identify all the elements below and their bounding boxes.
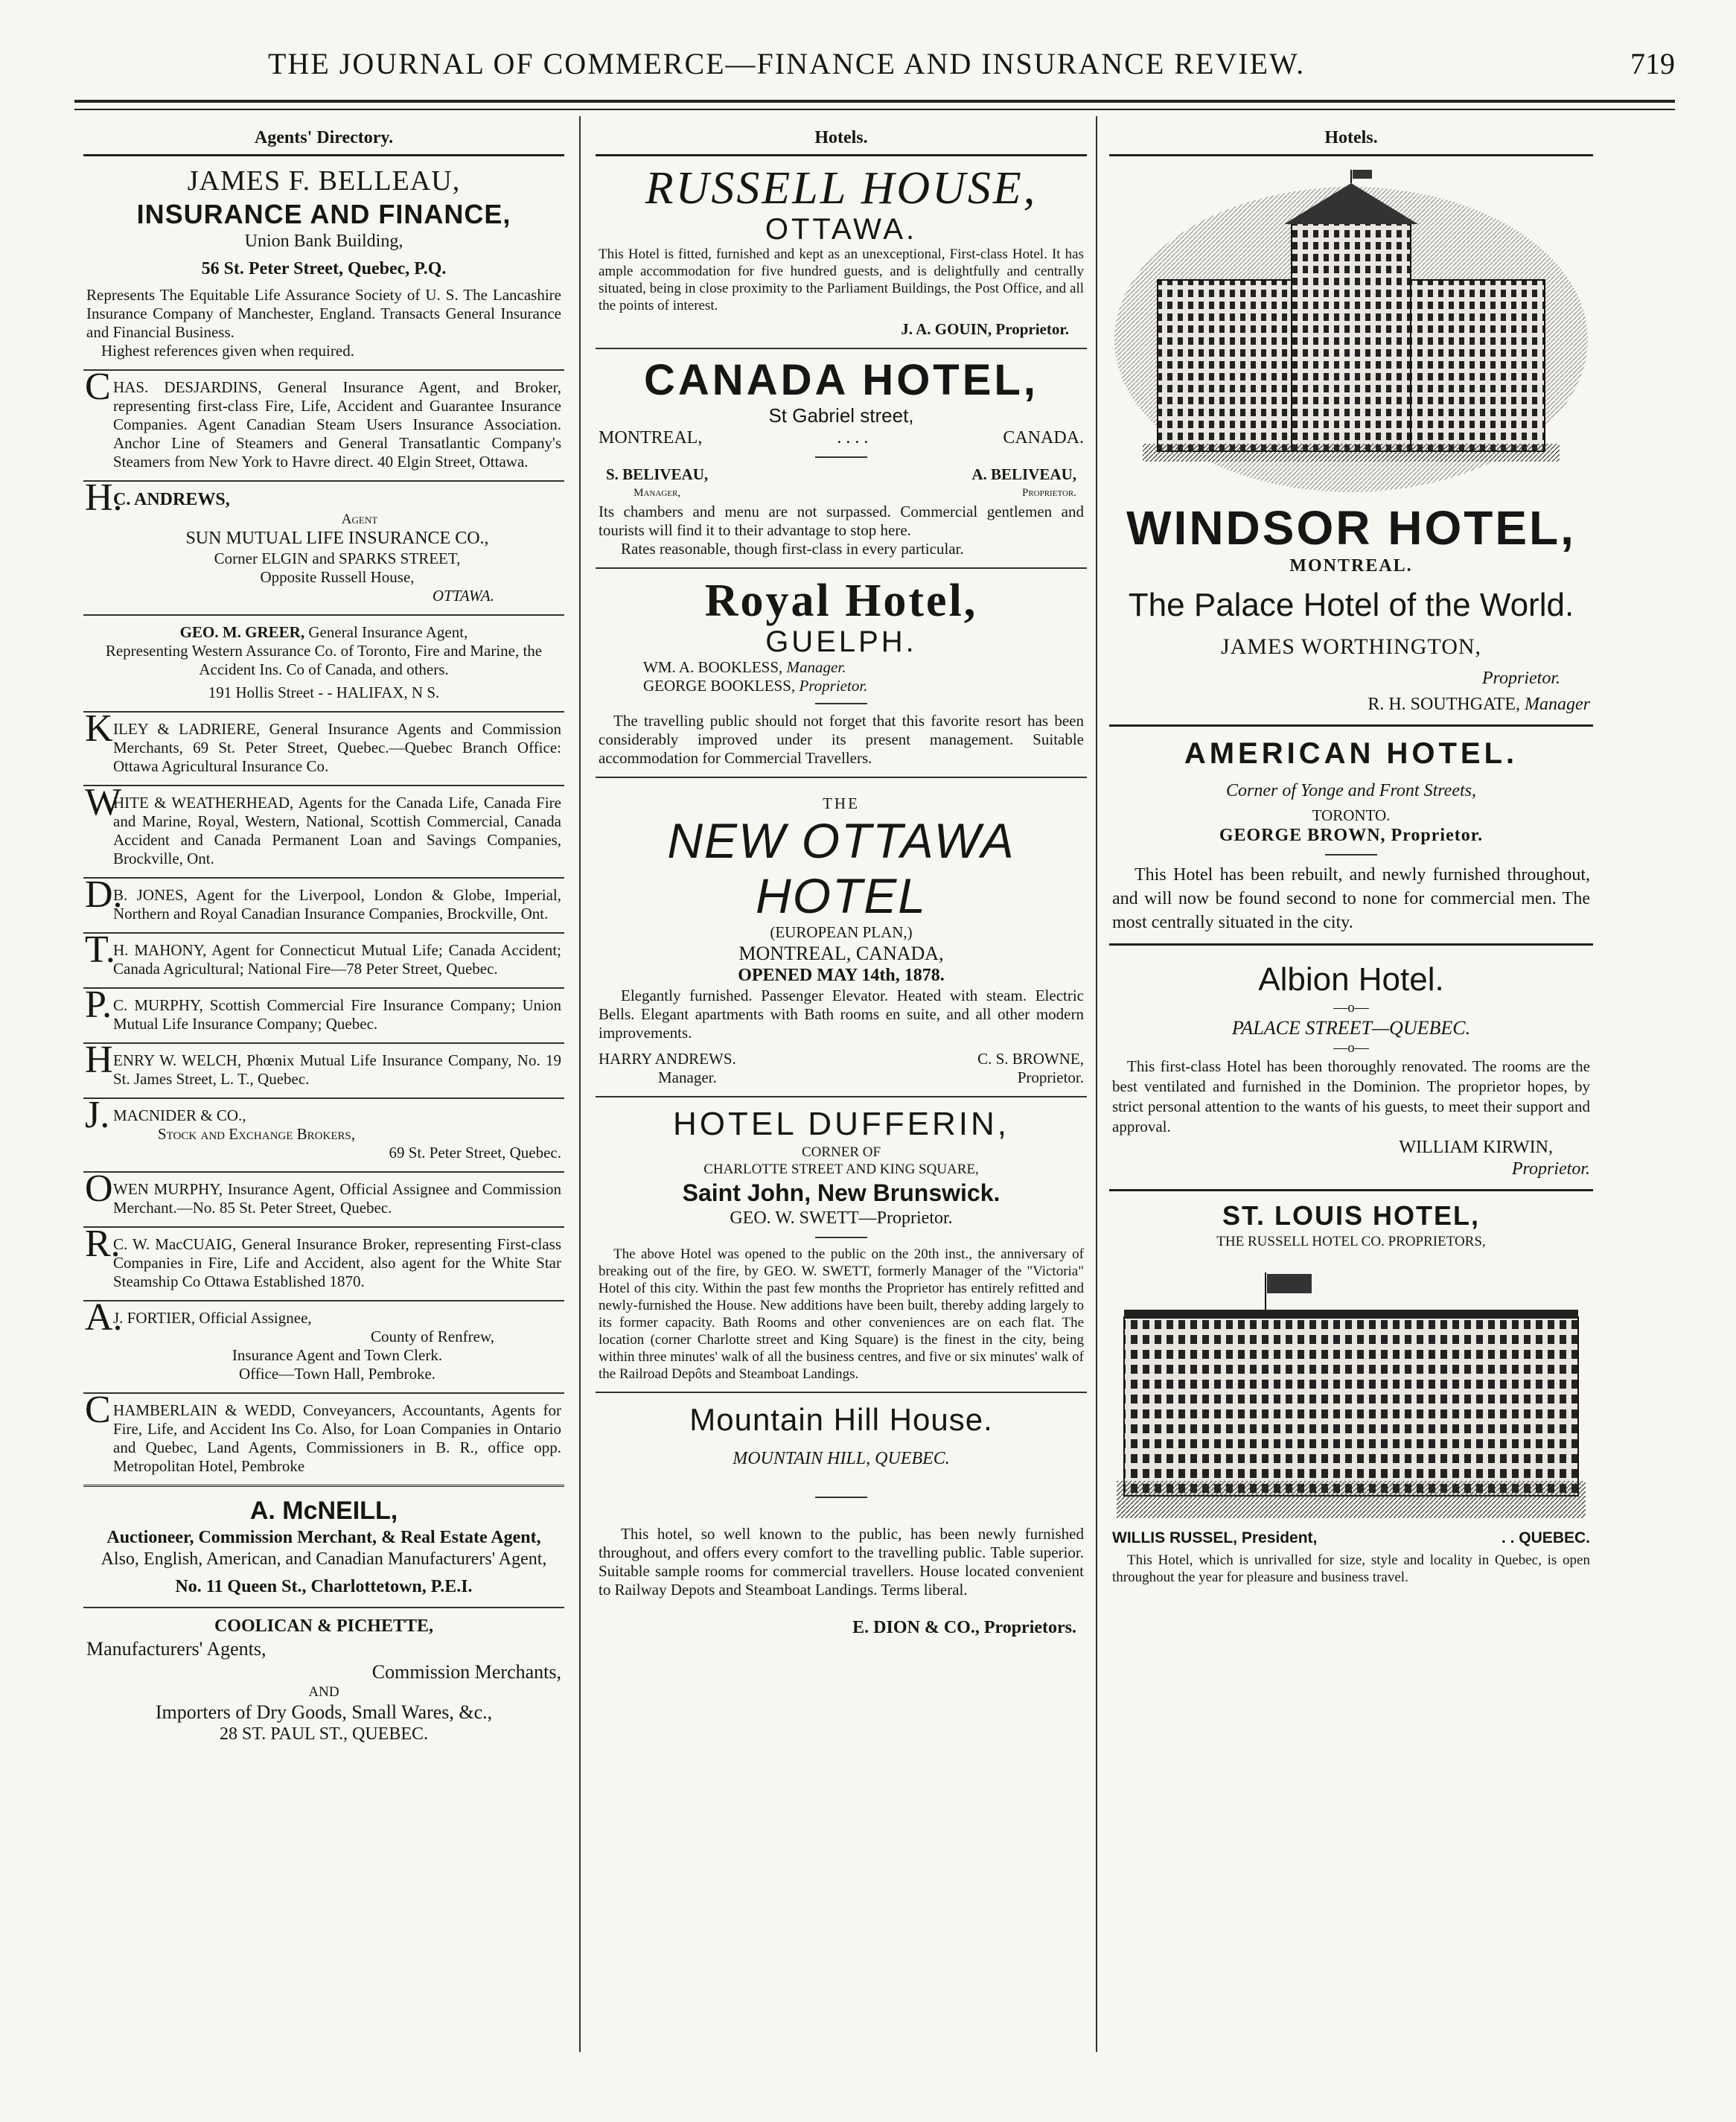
divider — [815, 456, 867, 458]
ad-mcneill — [83, 1485, 564, 1607]
hotel-text: Its chambers and menu are not surpassed. Commercial gentlemen and tourists will find it to their advantage to stop here. — [599, 503, 1084, 539]
ad-company: SUN MUTUAL LIFE INSURANCE CO., — [185, 529, 489, 548]
ad-text: HAMBERLAIN & WEDD, Conveyancers, Accountants, Agents for Fire, Life, and Accident Ins Co. Also, for Loan Companies in Ontario and Quebec, Land Agents, Commissioners in B. R., office opp. Metropolitan Hotel, Pembroke — [113, 1401, 561, 1475]
drop-initial: H — [85, 1039, 113, 1081]
page-header — [74, 46, 1675, 98]
manager-name: S. BELIVEAU, — [606, 465, 709, 483]
ornament: —o— — [1333, 1040, 1369, 1056]
journal-title: THE JOURNAL OF COMMERCE—FINANCE AND INSURANCE REVIEW. — [268, 47, 1306, 80]
owner-role: Proprietor. — [1481, 669, 1560, 688]
hotel-streets: CHARLOTTE STREET AND KING SQUARE, — [703, 1162, 979, 1177]
hotel-city: OTTAWA. — [765, 213, 918, 246]
divider — [815, 1497, 867, 1498]
ad-role: Manufacturers' Agents, — [86, 1638, 267, 1660]
drop-initial: O — [85, 1167, 113, 1210]
drop-initial: J. — [85, 1094, 110, 1136]
ad-role: Commission Merchants, — [371, 1661, 561, 1683]
ad-american-hotel — [1109, 724, 1593, 943]
ad-canada-hotel — [596, 348, 1087, 567]
ad-st-louis-hotel — [1109, 1189, 1593, 1595]
divider — [815, 703, 867, 704]
ad-text: H. MAHONY, Agent for Connecticut Mutual Life; Canada Accident; Canada Agricultural; National Fire—78 Peter Street, Quebec. — [113, 941, 561, 978]
ad-hotel-dufferin — [596, 1096, 1087, 1392]
ad-text: Represents The Equitable Life Assurance Society of U. S. The Lancashire Insurance Company of Manchester, England. Transacts General Insurance and Financial Business. — [86, 286, 561, 341]
hotel-proprietor: E. DION & CO., Proprietors. — [852, 1618, 1076, 1637]
ad-andrews — [83, 477, 564, 614]
hotel-text: This first-class Hotel has been thoroughly renovated. The rooms are the best ventilated and furnished in the Dominion. The proprietor hopes, by strict personal attention to the wants of his guests, to meet their support and approval. — [1112, 1057, 1590, 1135]
hotel-name: Albion Hotel. — [1258, 961, 1444, 998]
ad-trade: INSURANCE AND FINANCE, — [136, 199, 511, 229]
drop-initial: R. — [85, 1223, 121, 1265]
hotel-name: CANADA HOTEL, — [644, 356, 1038, 404]
hotel-name: Mountain Hill House. — [689, 1402, 993, 1437]
ad-address: 28 ST. PAUL ST., QUEBEC. — [219, 1724, 429, 1744]
drop-initial: T. — [85, 928, 115, 971]
ad-role: Auctioneer, Commission Merchant, & Real Estate Agent, — [106, 1528, 541, 1547]
ad-line: County of Renfrew, — [370, 1328, 494, 1345]
ad-white-weatherhead — [83, 781, 564, 877]
ad-name: A. McNEILL, — [249, 1497, 398, 1525]
hotels-column-right — [1109, 125, 1593, 1595]
ad-text: Representing Western Assurance Co. of Toronto, Fire and Marine, the Accident Ins. Co of Canada, and others. — [105, 642, 543, 678]
hotel-corner: Corner of Yonge and Front Streets, — [1225, 781, 1476, 800]
ad-coolican — [83, 1607, 564, 1754]
divider — [1325, 854, 1377, 856]
ad-mahony — [83, 928, 564, 987]
ad-building: Union Bank Building, — [244, 232, 403, 251]
hotel-the: THE — [823, 794, 860, 812]
hotel-proprietor: J. A. GOUIN, Proprietor. — [901, 320, 1069, 338]
ad-kiley — [83, 707, 564, 785]
hotel-text: This Hotel is fitted, furnished and kept as an unexceptional, First-class Hotel. It has ample accommodation for five hundred guests, and is delightfully and centrally situated, being in close proximity to the Parliament Buildings, the Post Office, and all the points of interest. — [599, 246, 1084, 313]
ad-also: Also, English, American, and Canadian Manufacturers' Agent, — [100, 1549, 547, 1569]
drop-initial: P. — [85, 984, 112, 1026]
ad-murphy — [83, 984, 564, 1042]
manager-role: Manager. — [786, 658, 846, 676]
ad-albion-hotel — [1109, 943, 1593, 1189]
ad-name: JAMES F. BELLEAU, — [187, 165, 461, 197]
ad-line: Office—Town Hall, Pembroke. — [238, 1365, 436, 1383]
ornament: —o— — [1333, 1000, 1369, 1016]
hotel-city: Saint John, New Brunswick. — [682, 1179, 1001, 1206]
ad-text: ILEY & LADRIERE, General Insurance Agents and Commission Merchants, 69 St. Peter Street, Quebec.—Quebec Branch Office: Ottawa Agricultural Insurance Co. — [113, 720, 561, 775]
section-heading: Hotels. — [1324, 128, 1378, 147]
ad-name: COOLICAN & PICHETTE, — [214, 1616, 434, 1636]
hotel-country: CANADA. — [1003, 428, 1084, 447]
ad-windsor-hotel — [1109, 154, 1593, 724]
hotel-corner: CORNER OF — [801, 1144, 881, 1160]
hotels-column-middle — [596, 125, 1087, 1648]
ad-address: 191 Hollis Street - - HALIFAX, N S. — [208, 684, 440, 701]
ad-welch — [83, 1039, 564, 1097]
column-divider — [579, 116, 581, 2052]
hotel-name: RUSSELL HOUSE, — [645, 163, 1038, 214]
hotel-name: HOTEL DUFFERIN, — [673, 1106, 1009, 1142]
ad-desjardins — [83, 366, 564, 480]
ad-macnider — [83, 1094, 564, 1171]
divider — [815, 1237, 867, 1238]
st-louis-hotel-engraving — [1117, 1272, 1586, 1518]
manager-name: R. H. SOUTHGATE, — [1368, 695, 1521, 714]
agents-directory-column — [83, 125, 564, 1754]
president-name: WILLIS RUSSEL, President, — [1112, 1529, 1318, 1546]
hotel-name: WINDSOR HOTEL, — [1126, 501, 1576, 555]
owner-role: Proprietor. — [1511, 1159, 1590, 1179]
ad-chamberlain — [83, 1389, 564, 1485]
hotel-opened: OPENED MAY 14th, 1878. — [738, 966, 945, 985]
ad-role: Importers of Dry Goods, Small Wares, &c., — [155, 1701, 493, 1723]
ad-text: C. W. MacCUAIG, General Insurance Broker, representing First-class Companies in Fire, Life and Accident, also agent for the White Star Steamship Co Ottawa Established 1870. — [113, 1235, 561, 1290]
hotel-rates: Rates reasonable, though first-class in every particular. — [621, 540, 964, 558]
section-heading: Agents' Directory. — [254, 128, 394, 147]
column-divider — [1096, 116, 1097, 2052]
ad-references: Highest references given when required. — [101, 342, 354, 360]
proprietor-role: Proprietor. — [1017, 1068, 1084, 1086]
drop-initial: D. — [85, 873, 123, 916]
hotel-text: This Hotel has been rebuilt, and newly furnished throughout, and will now be found second to none for commercial men. The most centrally situated in the city. — [1112, 865, 1590, 932]
hotel-text: This hotel, so well known to the public, has been newly furnished throughout, and offers every comfort to the travelling public. Table superior. Suitable sample rooms for commercial travellers. House located convenient to Railway Depots and Steamboat Landings. Terms liberal. — [599, 1525, 1084, 1599]
ad-text: ENRY W. WELCH, Phœnix Mutual Life Insurance Company, No. 19 St. James Street, L. T., Quebec. — [113, 1051, 561, 1088]
ad-role: Agent — [341, 512, 378, 527]
hotel-name: Royal Hotel, — [704, 576, 978, 626]
hotel-text: The above Hotel was opened to the public on the 20th inst., the anniversary of breaking out of the fire, by GEO. W. SWETT, formerly Manager of the "Victoria" Hotel of this city. Within the past few months the Proprietor has entirely refitted and newly-furnished the House. New additions have been built, thereby adding largely to its former capacity. Bath Rooms and other conveniences are on each flat. The location (corner Charlotte street and King Square) is the finest in the city, being within three minutes' walk of all the business centres, and five or six minutes' walk of the Railroad Depôts and Steamboat Landings. — [599, 1246, 1084, 1382]
ad-belleau — [83, 154, 564, 369]
ad-line: Insurance Agent and Town Clerk. — [232, 1346, 443, 1364]
ad-role: Stock and Exchange Brokers, — [158, 1125, 356, 1143]
drop-initial: A. — [85, 1296, 123, 1339]
hotel-owners: THE RUSSELL HOTEL CO. PROPRIETORS, — [1216, 1234, 1486, 1249]
ad-text: WEN MURPHY, Insurance Agent, Official Assignee and Commission Merchant.—No. 85 St. Peter Street, Quebec. — [113, 1180, 561, 1217]
ad-royal-hotel — [596, 567, 1087, 777]
ad-maccuaig — [83, 1223, 564, 1300]
drop-initial: H. — [85, 477, 123, 519]
ad-address: No. 11 Queen St., Charlottetown, P.E.I. — [175, 1577, 473, 1596]
manager-role: Manager. — [658, 1068, 717, 1086]
drop-initial: W — [85, 781, 122, 823]
proprietor-name: A. BELIVEAU, — [971, 465, 1076, 483]
hotel-city: MONTREAL, CANADA, — [738, 943, 944, 964]
ad-role: General Insurance Agent, — [308, 623, 468, 641]
hotel-place: MOUNTAIN HILL, QUEBEC. — [733, 1449, 950, 1468]
page-number: 719 — [1630, 47, 1675, 80]
ad-owen-murphy — [83, 1167, 564, 1226]
hotel-plan: (EUROPEAN PLAN,) — [770, 923, 913, 941]
hotel-city: MONTREAL. — [1289, 556, 1413, 576]
drop-initial: C — [85, 366, 111, 408]
proprietor-name: C. S. BROWNE, — [977, 1050, 1084, 1068]
ad-russell-house — [596, 154, 1087, 348]
header-rule — [74, 100, 1675, 103]
ad-opposite: Opposite Russell House, — [260, 568, 415, 586]
ad-city: OTTAWA. — [432, 587, 494, 605]
ad-text: B. JONES, Agent for the Liverpool, London & Globe, Imperial, Northern and Royal Canadian Insurance Companies, Brockville, Ont. — [113, 886, 561, 923]
ad-greer — [83, 614, 564, 711]
ad-text: C. MURPHY, Scottish Commercial Fire Insurance Company; Union Mutual Life Insurance Company; Quebec. — [113, 996, 561, 1033]
manager-name: WM. A. BOOKLESS, — [643, 658, 783, 676]
hotel-city: . . QUEBEC. — [1501, 1529, 1590, 1546]
hotel-city: GUELPH. — [765, 625, 917, 658]
ad-text: HITE & WEATHERHEAD, Agents for the Canada Life, Canada Fire and Marine, Royal, Western, National, Scottish Commercial, Canada Accident and Canada Permanent Loan and Savings Companies, Brockville, Ont. — [113, 794, 561, 867]
hotel-street: PALACE STREET—QUEBEC. — [1231, 1017, 1471, 1039]
proprietor-role: Proprietor. — [1021, 487, 1076, 499]
ad-jones — [83, 873, 564, 932]
ad-name: C. ANDREWS, — [113, 490, 230, 509]
ad-name: GEO. M. GREER, — [179, 623, 305, 641]
section-heading: Hotels. — [814, 128, 868, 147]
owner-name: JAMES WORTHINGTON, — [1220, 634, 1482, 659]
drop-initial: K — [85, 707, 113, 750]
ad-name: MACNIDER & CO., — [113, 1106, 246, 1124]
ad-corner: Corner ELGIN and SPARKS STREET, — [214, 549, 461, 567]
dots: . . . . — [837, 428, 869, 447]
header-rule-thin — [74, 109, 1675, 110]
ad-and: AND — [308, 1684, 339, 1700]
manager-role: Manager, — [634, 487, 681, 499]
hotel-name: ST. LOUIS HOTEL, — [1222, 1200, 1480, 1231]
ad-address: 69 St. Peter Street, Quebec. — [389, 1144, 561, 1162]
hotel-name: AMERICAN HOTEL. — [1184, 737, 1519, 770]
ad-text: HAS. DESJARDINS, General Insurance Agent, and Broker, representing first-class Fire, Life, Accident and Guarantee Insurance Companies. Agent Canadian Steam Users Insurance Association. Anchor Line of Steamers and General Transatlantic Company's Steamers from New York to Havre direct. 40 Elgin Street, Ottawa. — [113, 378, 561, 471]
manager-role: Manager — [1525, 695, 1590, 714]
ad-new-ottawa-hotel — [596, 777, 1087, 1096]
hotel-name: NEW OTTAWA HOTEL — [667, 813, 1015, 923]
hotel-street: St Gabriel street, — [768, 404, 914, 427]
proprietor-name: GEORGE BOOKLESS, — [643, 677, 796, 695]
hotel-text: This Hotel, which is unrivalled for size, style and locality in Quebec, is open throughout the year for pleasure and business travel. — [1112, 1552, 1590, 1585]
ad-address: 56 St. Peter Street, Quebec, P.Q. — [201, 259, 447, 278]
hotel-text: The travelling public should not forget that this favorite resort has been considerably improved under its present management. Suitable accommodation for Commercial Travellers. — [599, 712, 1084, 767]
owner-name: WILLIAM KIRWIN, — [1399, 1138, 1553, 1157]
hotel-text: Elegantly furnished. Passenger Elevator. Heated with steam. Electric Bells. Elegant apartments with Bath rooms en suite, and all other modern improvements. — [599, 987, 1084, 1042]
proprietor-role: Proprietor. — [799, 677, 868, 695]
manager-name: HARRY ANDREWS. — [599, 1050, 736, 1068]
hotel-proprietor: GEO. W. SWETT—Proprietor. — [730, 1208, 953, 1228]
drop-initial: C — [85, 1389, 111, 1431]
hotel-proprietor: GEORGE BROWN, Proprietor. — [1219, 826, 1484, 845]
hotel-city: TORONTO. — [1312, 806, 1391, 824]
ad-line: J. FORTIER, Official Assignee, — [113, 1309, 312, 1327]
ad-mountain-hill-house — [596, 1392, 1087, 1648]
ad-fortier — [83, 1296, 564, 1392]
hotel-tagline: The Palace Hotel of the World. — [1128, 587, 1574, 623]
hotel-city: MONTREAL, — [599, 428, 703, 447]
windsor-hotel-engraving — [1113, 168, 1589, 496]
